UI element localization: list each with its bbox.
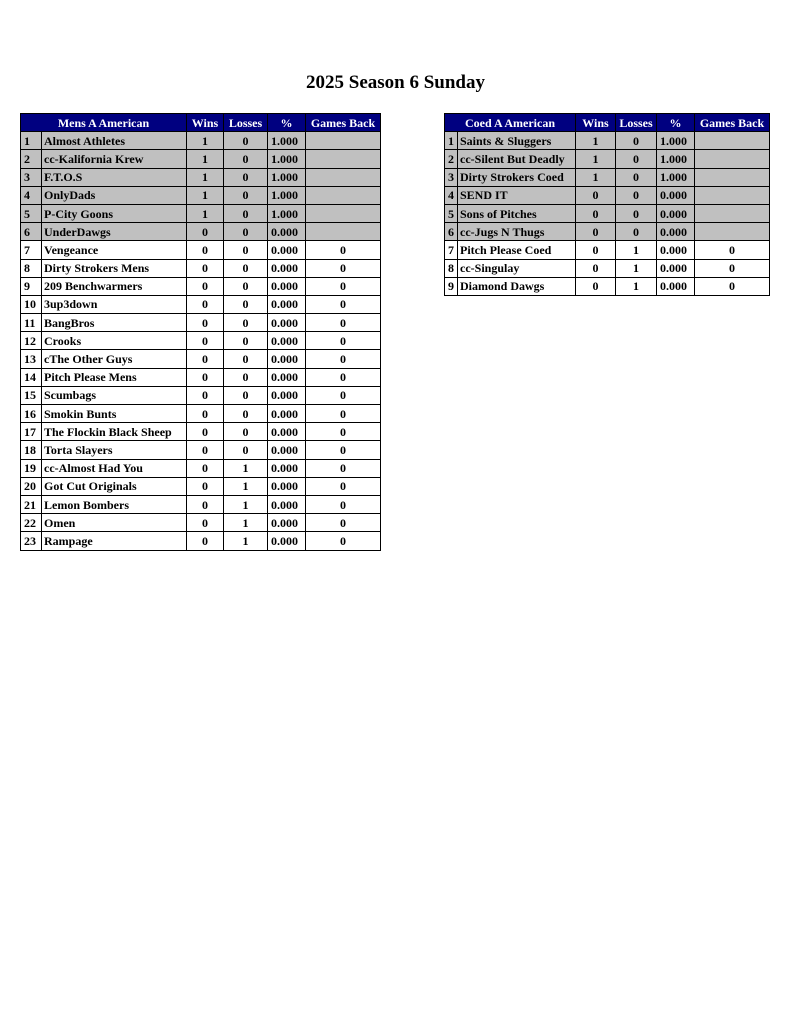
games-back-cell: 0 [306, 477, 381, 495]
rank-cell: 14 [21, 368, 42, 386]
rank-cell: 6 [445, 223, 458, 241]
rank-cell: 19 [21, 459, 42, 477]
rank-cell: 4 [21, 186, 42, 204]
wins-cell: 0 [576, 186, 616, 204]
rank-cell: 8 [445, 259, 458, 277]
wins-cell: 0 [187, 277, 224, 295]
games-back-cell: 0 [306, 495, 381, 513]
team-name-cell: Crooks [42, 332, 187, 350]
table-row [21, 204, 381, 222]
games-back-header: Games Back [306, 114, 381, 132]
pct-cell: 1.000 [268, 132, 306, 150]
losses-cell: 0 [224, 223, 268, 241]
team-name-cell: cc-Singulay [458, 259, 576, 277]
team-name-cell: Saints & Sluggers [458, 132, 576, 150]
wins-cell: 1 [576, 168, 616, 186]
table-row [21, 132, 381, 150]
games-back-cell: 0 [306, 405, 381, 423]
mens-a-american-standings-table [20, 113, 381, 551]
rank-cell: 22 [21, 514, 42, 532]
pct-cell: 0.000 [268, 277, 306, 295]
rank-cell: 5 [21, 204, 42, 222]
team-name-cell: Torta Slayers [42, 441, 187, 459]
pct-cell: 0.000 [657, 277, 695, 295]
division-header: Coed A American [445, 114, 576, 132]
wins-cell: 0 [187, 441, 224, 459]
team-name-cell: cc-Silent But Deadly [458, 150, 576, 168]
games-back-cell [695, 204, 770, 222]
team-name-cell: Omen [42, 514, 187, 532]
losses-cell: 0 [224, 386, 268, 404]
pct-cell: 0.000 [657, 223, 695, 241]
team-name-cell: Lemon Bombers [42, 495, 187, 513]
team-name-cell: Almost Athletes [42, 132, 187, 150]
team-name-cell: F.T.O.S [42, 168, 187, 186]
losses-cell: 1 [224, 514, 268, 532]
rank-cell: 16 [21, 405, 42, 423]
games-back-cell: 0 [306, 259, 381, 277]
games-back-cell: 0 [306, 350, 381, 368]
pct-cell: 1.000 [657, 132, 695, 150]
losses-cell: 0 [224, 350, 268, 368]
wins-cell: 1 [187, 204, 224, 222]
team-name-cell: Got Cut Originals [42, 477, 187, 495]
table-row [21, 277, 381, 295]
table-row [445, 150, 770, 168]
rank-cell: 1 [445, 132, 458, 150]
rank-cell: 4 [445, 186, 458, 204]
wins-cell: 0 [187, 295, 224, 313]
rank-cell: 1 [21, 132, 42, 150]
table-row [21, 314, 381, 332]
team-name-cell: cThe Other Guys [42, 350, 187, 368]
games-back-cell: 0 [306, 386, 381, 404]
table-row [445, 204, 770, 222]
pct-cell: 0.000 [268, 477, 306, 495]
losses-header: Losses [616, 114, 657, 132]
wins-cell: 0 [576, 241, 616, 259]
games-back-cell: 0 [306, 277, 381, 295]
rank-cell: 3 [445, 168, 458, 186]
games-back-cell [306, 150, 381, 168]
rank-cell: 7 [445, 241, 458, 259]
games-back-cell [695, 186, 770, 204]
games-back-cell [306, 204, 381, 222]
losses-cell: 1 [616, 259, 657, 277]
wins-cell: 1 [576, 132, 616, 150]
pct-cell: 0.000 [268, 386, 306, 404]
pct-cell: 0.000 [268, 259, 306, 277]
losses-cell: 0 [224, 150, 268, 168]
wins-cell: 0 [187, 532, 224, 550]
games-back-cell [695, 132, 770, 150]
games-back-cell: 0 [695, 241, 770, 259]
wins-header: Wins [187, 114, 224, 132]
losses-cell: 1 [616, 241, 657, 259]
wins-cell: 0 [576, 204, 616, 222]
games-back-cell: 0 [306, 423, 381, 441]
pct-header: % [657, 114, 695, 132]
rank-cell: 5 [445, 204, 458, 222]
losses-cell: 0 [616, 168, 657, 186]
losses-cell: 1 [224, 495, 268, 513]
losses-cell: 0 [224, 241, 268, 259]
table-row [21, 332, 381, 350]
rank-cell: 8 [21, 259, 42, 277]
table-row [21, 150, 381, 168]
team-name-cell: Rampage [42, 532, 187, 550]
games-back-cell: 0 [306, 368, 381, 386]
division-header: Mens A American [21, 114, 187, 132]
pct-header: % [268, 114, 306, 132]
pct-cell: 1.000 [657, 168, 695, 186]
pct-cell: 1.000 [657, 150, 695, 168]
wins-cell: 0 [187, 259, 224, 277]
pct-cell: 0.000 [268, 423, 306, 441]
rank-cell: 20 [21, 477, 42, 495]
table-row [21, 350, 381, 368]
table-row [21, 405, 381, 423]
pct-cell: 0.000 [268, 495, 306, 513]
team-name-cell: BangBros [42, 314, 187, 332]
wins-cell: 0 [187, 241, 224, 259]
pct-cell: 0.000 [268, 314, 306, 332]
wins-cell: 0 [187, 332, 224, 350]
losses-cell: 0 [224, 314, 268, 332]
rank-cell: 11 [21, 314, 42, 332]
pct-cell: 0.000 [657, 259, 695, 277]
wins-cell: 0 [187, 459, 224, 477]
team-name-cell: Scumbags [42, 386, 187, 404]
rank-cell: 2 [21, 150, 42, 168]
losses-cell: 1 [616, 277, 657, 295]
pct-cell: 0.000 [657, 241, 695, 259]
losses-cell: 0 [616, 223, 657, 241]
games-back-cell [695, 150, 770, 168]
rank-cell: 18 [21, 441, 42, 459]
team-name-cell: P-City Goons [42, 204, 187, 222]
wins-cell: 0 [187, 423, 224, 441]
losses-cell: 0 [224, 186, 268, 204]
table-row [21, 532, 381, 550]
losses-cell: 1 [224, 532, 268, 550]
pct-cell: 0.000 [268, 295, 306, 313]
losses-header: Losses [224, 114, 268, 132]
table-row [445, 259, 770, 277]
wins-cell: 0 [187, 514, 224, 532]
table-row [21, 386, 381, 404]
team-name-cell: UnderDawgs [42, 223, 187, 241]
pct-cell: 0.000 [268, 405, 306, 423]
table-row [21, 459, 381, 477]
rank-cell: 15 [21, 386, 42, 404]
table-row [445, 223, 770, 241]
wins-cell: 1 [187, 168, 224, 186]
losses-cell: 0 [224, 332, 268, 350]
games-back-cell: 0 [306, 332, 381, 350]
pct-cell: 0.000 [268, 514, 306, 532]
losses-cell: 0 [616, 132, 657, 150]
losses-cell: 0 [224, 295, 268, 313]
wins-cell: 0 [187, 386, 224, 404]
wins-header: Wins [576, 114, 616, 132]
rank-cell: 9 [445, 277, 458, 295]
table-row [21, 514, 381, 532]
team-name-cell: cc-Almost Had You [42, 459, 187, 477]
pct-cell: 0.000 [268, 350, 306, 368]
table-row [21, 495, 381, 513]
team-name-cell: cc-Kalifornia Krew [42, 150, 187, 168]
rank-cell: 7 [21, 241, 42, 259]
team-name-cell: Smokin Bunts [42, 405, 187, 423]
losses-cell: 0 [224, 259, 268, 277]
losses-cell: 0 [224, 204, 268, 222]
losses-cell: 1 [224, 459, 268, 477]
pct-cell: 0.000 [268, 459, 306, 477]
wins-cell: 0 [187, 350, 224, 368]
pct-cell: 1.000 [268, 150, 306, 168]
rank-cell: 23 [21, 532, 42, 550]
table-row [445, 241, 770, 259]
pct-cell: 1.000 [268, 168, 306, 186]
table-row [21, 295, 381, 313]
team-name-cell: Sons of Pitches [458, 204, 576, 222]
games-back-cell: 0 [695, 259, 770, 277]
table-row [21, 186, 381, 204]
losses-cell: 0 [224, 132, 268, 150]
table-row [445, 277, 770, 295]
table-row [445, 132, 770, 150]
wins-cell: 0 [187, 405, 224, 423]
games-back-cell [695, 223, 770, 241]
rank-cell: 3 [21, 168, 42, 186]
games-back-cell [306, 186, 381, 204]
losses-cell: 0 [224, 441, 268, 459]
team-name-cell: 209 Benchwarmers [42, 277, 187, 295]
wins-cell: 1 [576, 150, 616, 168]
pct-cell: 0.000 [268, 241, 306, 259]
games-back-cell: 0 [306, 314, 381, 332]
team-name-cell: Pitch Please Mens [42, 368, 187, 386]
pct-cell: 0.000 [268, 532, 306, 550]
coed-a-american-standings-table [444, 113, 770, 296]
table-row [21, 441, 381, 459]
rank-cell: 2 [445, 150, 458, 168]
page-title: 2025 Season 6 Sunday [306, 72, 485, 93]
rank-cell: 21 [21, 495, 42, 513]
wins-cell: 0 [187, 477, 224, 495]
games-back-cell: 0 [306, 459, 381, 477]
table-row [21, 477, 381, 495]
losses-cell: 0 [616, 204, 657, 222]
table-row [21, 368, 381, 386]
wins-cell: 1 [187, 150, 224, 168]
games-back-cell: 0 [306, 295, 381, 313]
losses-cell: 0 [224, 423, 268, 441]
table-row [21, 423, 381, 441]
team-name-cell: SEND IT [458, 186, 576, 204]
games-back-cell: 0 [306, 241, 381, 259]
rank-cell: 9 [21, 277, 42, 295]
wins-cell: 0 [576, 277, 616, 295]
games-back-cell: 0 [306, 532, 381, 550]
pct-cell: 0.000 [268, 223, 306, 241]
table-header-row [21, 114, 381, 132]
losses-cell: 1 [224, 477, 268, 495]
losses-cell: 0 [224, 405, 268, 423]
pct-cell: 0.000 [657, 186, 695, 204]
losses-cell: 0 [224, 368, 268, 386]
wins-cell: 1 [187, 132, 224, 150]
table-row [21, 223, 381, 241]
rank-cell: 12 [21, 332, 42, 350]
wins-cell: 0 [187, 223, 224, 241]
table-row [445, 168, 770, 186]
wins-cell: 1 [187, 186, 224, 204]
table-row [21, 241, 381, 259]
wins-cell: 0 [187, 495, 224, 513]
wins-cell: 0 [576, 223, 616, 241]
games-back-cell [695, 168, 770, 186]
team-name-cell: The Flockin Black Sheep [42, 423, 187, 441]
rank-cell: 6 [21, 223, 42, 241]
team-name-cell: cc-Jugs N Thugs [458, 223, 576, 241]
losses-cell: 0 [224, 277, 268, 295]
losses-cell: 0 [224, 168, 268, 186]
rank-cell: 10 [21, 295, 42, 313]
games-back-cell [306, 223, 381, 241]
table-header-row [445, 114, 770, 132]
team-name-cell: Dirty Strokers Mens [42, 259, 187, 277]
games-back-header: Games Back [695, 114, 770, 132]
games-back-cell [306, 132, 381, 150]
wins-cell: 0 [187, 368, 224, 386]
team-name-cell: Vengeance [42, 241, 187, 259]
games-back-cell: 0 [306, 514, 381, 532]
pct-cell: 1.000 [268, 186, 306, 204]
pct-cell: 1.000 [268, 204, 306, 222]
losses-cell: 0 [616, 186, 657, 204]
wins-cell: 0 [576, 259, 616, 277]
games-back-cell: 0 [695, 277, 770, 295]
table-row [21, 168, 381, 186]
table-row [21, 259, 381, 277]
team-name-cell: Pitch Please Coed [458, 241, 576, 259]
wins-cell: 0 [187, 314, 224, 332]
pct-cell: 0.000 [657, 204, 695, 222]
pct-cell: 0.000 [268, 441, 306, 459]
losses-cell: 0 [616, 150, 657, 168]
pct-cell: 0.000 [268, 368, 306, 386]
table-row [445, 186, 770, 204]
games-back-cell [306, 168, 381, 186]
team-name-cell: Dirty Strokers Coed [458, 168, 576, 186]
rank-cell: 17 [21, 423, 42, 441]
team-name-cell: OnlyDads [42, 186, 187, 204]
rank-cell: 13 [21, 350, 42, 368]
team-name-cell: 3up3down [42, 295, 187, 313]
pct-cell: 0.000 [268, 332, 306, 350]
team-name-cell: Diamond Dawgs [458, 277, 576, 295]
games-back-cell: 0 [306, 441, 381, 459]
